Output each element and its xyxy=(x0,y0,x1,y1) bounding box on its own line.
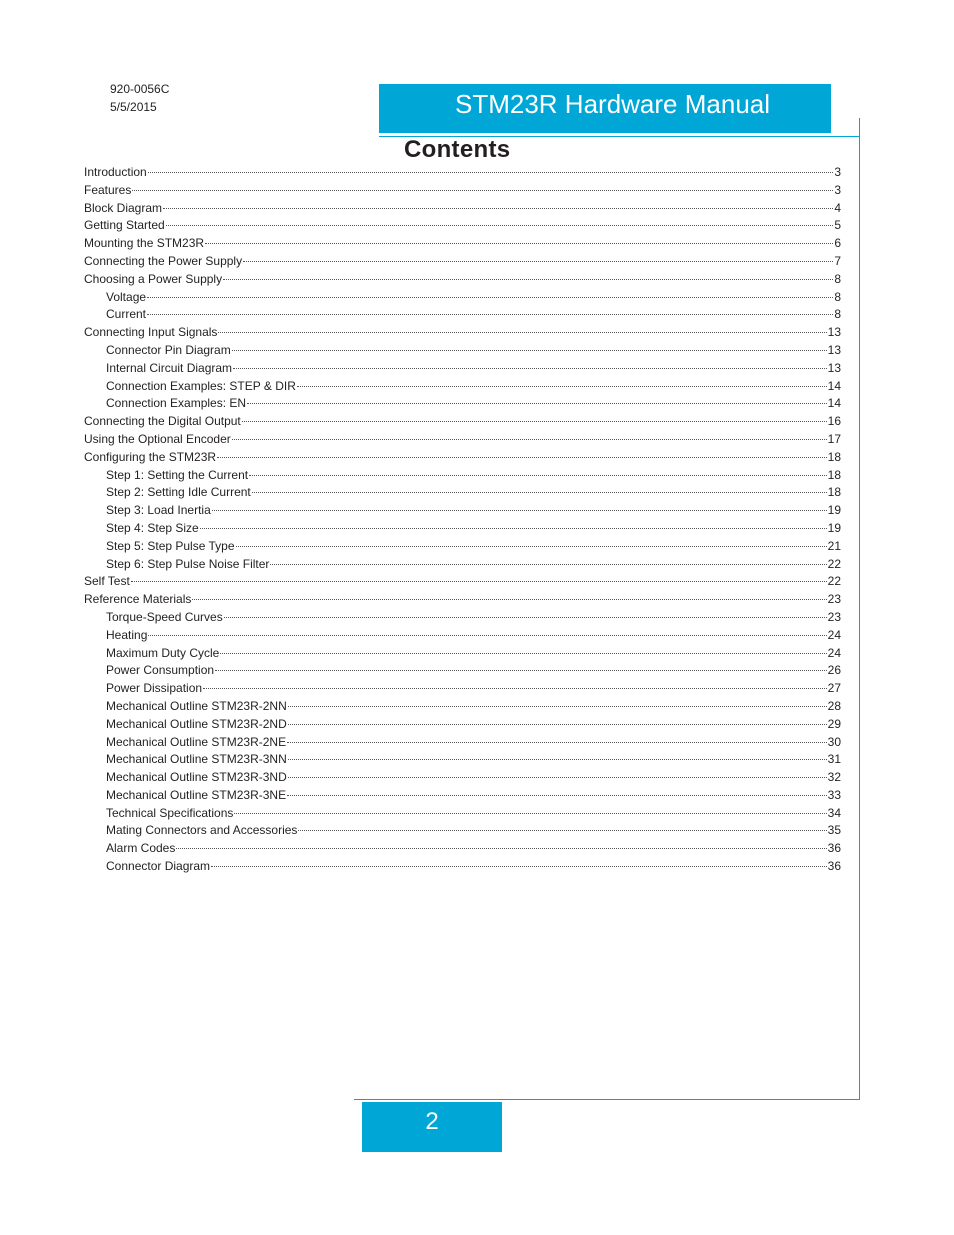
toc-entry-page: 21 xyxy=(827,538,841,553)
toc-dot-leader xyxy=(223,279,833,280)
toc-dot-leader xyxy=(148,635,826,636)
toc-entry-title: Voltage xyxy=(106,289,147,304)
toc-entry-page: 23 xyxy=(827,609,841,624)
toc-entry-page: 8 xyxy=(834,307,841,322)
toc-dot-leader xyxy=(249,475,827,476)
toc-entry-page: 32 xyxy=(827,770,841,785)
toc-entry[interactable] xyxy=(84,378,841,396)
toc-dot-leader xyxy=(233,368,827,369)
toc-dot-leader xyxy=(215,670,827,671)
toc-entry[interactable] xyxy=(84,182,841,200)
toc-entry-page: 30 xyxy=(827,734,841,749)
toc-dot-leader xyxy=(243,261,833,262)
toc-entry-page: 3 xyxy=(834,165,841,179)
page-number-box xyxy=(362,1102,502,1152)
toc-entry[interactable] xyxy=(84,413,841,431)
toc-entry-page: 8 xyxy=(834,271,841,286)
document-date: 5/5/2015 xyxy=(110,100,157,114)
toc-entry-page: 23 xyxy=(827,592,841,607)
toc-entry-title: Using the Optional Encoder xyxy=(84,431,231,446)
table-of-contents xyxy=(84,164,841,876)
toc-entry-title: Torque-Speed Curves xyxy=(106,609,223,624)
toc-entry-title: Step 3: Load Inertia xyxy=(106,503,211,518)
toc-entry[interactable] xyxy=(84,805,841,823)
toc-entry-page: 13 xyxy=(827,342,841,357)
page-side-rule xyxy=(859,118,860,1100)
toc-entry[interactable] xyxy=(84,395,841,413)
toc-entry[interactable] xyxy=(84,787,841,805)
toc-dot-leader xyxy=(224,617,827,618)
toc-entry-page: 13 xyxy=(827,325,841,340)
toc-entry-page: 22 xyxy=(827,556,841,571)
toc-entry-page: 16 xyxy=(827,414,841,429)
toc-entry-title: Reference Materials xyxy=(84,592,192,607)
toc-entry[interactable] xyxy=(84,556,841,574)
toc-entry[interactable] xyxy=(84,538,841,556)
toc-entry[interactable] xyxy=(84,217,841,235)
toc-dot-leader xyxy=(232,439,827,440)
toc-entry-title: Technical Specifications xyxy=(106,805,234,820)
toc-dot-leader xyxy=(288,706,827,707)
toc-entry-title: Getting Started xyxy=(84,218,165,233)
toc-entry-page: 14 xyxy=(827,378,841,393)
toc-dot-leader xyxy=(287,742,827,743)
toc-dot-leader xyxy=(212,510,827,511)
toc-entry-title: Configuring the STM23R xyxy=(84,449,217,464)
toc-entry-page: 8 xyxy=(834,289,841,304)
toc-entry-page: 34 xyxy=(827,805,841,820)
toc-entry[interactable] xyxy=(84,573,841,591)
toc-entry[interactable] xyxy=(84,360,841,378)
toc-dot-leader xyxy=(270,564,826,565)
toc-entry-page: 29 xyxy=(827,716,841,731)
toc-dot-leader xyxy=(220,653,826,654)
toc-entry[interactable] xyxy=(84,662,841,680)
toc-entry-page: 36 xyxy=(827,841,841,856)
toc-entry-title: Alarm Codes xyxy=(106,841,176,856)
toc-entry-title: Connecting the Digital Output xyxy=(84,414,241,429)
toc-entry[interactable] xyxy=(84,449,841,467)
toc-entry-page: 14 xyxy=(827,396,841,411)
toc-entry-page: 36 xyxy=(827,859,841,874)
toc-entry-title: Mechanical Outline STM23R-2ND xyxy=(106,716,287,731)
toc-entry-title: Mechanical Outline STM23R-3NN xyxy=(106,752,287,767)
toc-dot-leader xyxy=(298,830,826,831)
page-number: 2 xyxy=(425,1108,439,1135)
toc-entry-title: Mechanical Outline STM23R-2NE xyxy=(106,734,287,749)
manual-title: STM23R Hardware Manual xyxy=(455,89,771,119)
toc-entry-title: Introduction xyxy=(84,165,147,179)
toc-dot-leader xyxy=(288,759,827,760)
toc-entry-title: Block Diagram xyxy=(84,200,163,215)
footer-rule xyxy=(354,1099,860,1100)
toc-dot-leader xyxy=(166,225,834,226)
toc-entry-title: Features xyxy=(84,182,132,197)
toc-entry[interactable] xyxy=(84,324,841,342)
toc-entry[interactable] xyxy=(84,467,841,485)
toc-entry-page: 24 xyxy=(827,645,841,660)
toc-entry[interactable] xyxy=(84,751,841,769)
toc-dot-leader xyxy=(247,403,827,404)
toc-entry[interactable] xyxy=(84,520,841,538)
toc-dot-leader xyxy=(147,314,833,315)
toc-entry-title: Maximum Duty Cycle xyxy=(106,645,220,660)
toc-entry[interactable] xyxy=(84,200,841,218)
toc-entry[interactable] xyxy=(84,698,841,716)
toc-dot-leader xyxy=(287,795,827,796)
toc-entry-title: Connection Examples: STEP & DIR xyxy=(106,378,296,393)
toc-dot-leader xyxy=(176,848,826,849)
toc-entry[interactable] xyxy=(84,822,841,840)
toc-entry-title: Self Test xyxy=(84,574,130,589)
toc-entry-page: 5 xyxy=(834,218,841,233)
toc-entry-title: Step 2: Setting Idle Current xyxy=(106,485,251,500)
toc-entry-title: Mechanical Outline STM23R-3NE xyxy=(106,787,287,802)
toc-entry-page: 6 xyxy=(834,236,841,251)
toc-entry-page: 26 xyxy=(827,663,841,678)
toc-entry-title: Mechanical Outline STM23R-3ND xyxy=(106,770,287,785)
toc-dot-leader xyxy=(234,813,826,814)
toc-entry-page: 33 xyxy=(827,787,841,802)
toc-dot-leader xyxy=(148,172,834,173)
toc-entry-title: Step 1: Setting the Current xyxy=(106,467,249,482)
toc-dot-leader xyxy=(242,421,827,422)
toc-entry-title: Step 5: Step Pulse Type xyxy=(106,538,235,553)
toc-dot-leader xyxy=(203,688,827,689)
toc-entry-title: Connecting Input Signals xyxy=(84,325,218,340)
toc-dot-leader xyxy=(163,208,833,209)
toc-entry-title: Connector Pin Diagram xyxy=(106,342,231,357)
document-number: 920-0056C xyxy=(110,82,170,96)
toc-entry[interactable] xyxy=(84,769,841,787)
toc-entry-page: 3 xyxy=(834,182,841,197)
toc-entry-page: 24 xyxy=(827,627,841,642)
toc-dot-leader xyxy=(200,528,827,529)
toc-dot-leader xyxy=(218,332,826,333)
toc-entry[interactable] xyxy=(84,342,841,360)
toc-entry[interactable] xyxy=(84,271,841,289)
manual-title-banner xyxy=(379,84,831,133)
toc-entry[interactable] xyxy=(84,716,841,734)
toc-entry-title: Step 4: Step Size xyxy=(106,520,199,535)
toc-entry[interactable] xyxy=(84,680,841,698)
toc-entry-page: 4 xyxy=(834,200,841,215)
toc-entry-page: 18 xyxy=(827,485,841,500)
toc-entry-title: Connection Examples: EN xyxy=(106,396,247,411)
toc-dot-leader xyxy=(192,599,826,600)
toc-dot-leader xyxy=(236,546,827,547)
toc-dot-leader xyxy=(288,724,827,725)
toc-entry-page: 27 xyxy=(827,681,841,696)
contents-heading: Contents xyxy=(404,136,511,163)
toc-dot-leader xyxy=(252,492,827,493)
toc-entry-page: 22 xyxy=(827,574,841,589)
toc-entry-page: 17 xyxy=(827,431,841,446)
toc-entry[interactable] xyxy=(84,645,841,663)
toc-entry-page: 18 xyxy=(827,467,841,482)
toc-dot-leader xyxy=(288,777,827,778)
toc-entry-page: 28 xyxy=(827,698,841,713)
toc-entry[interactable] xyxy=(84,289,841,307)
toc-entry[interactable] xyxy=(84,164,841,182)
toc-dot-leader xyxy=(211,866,827,867)
toc-entry[interactable] xyxy=(84,502,841,520)
toc-entry[interactable] xyxy=(84,627,841,645)
toc-entry-title: Power Consumption xyxy=(106,663,215,678)
toc-dot-leader xyxy=(297,386,827,387)
toc-entry[interactable] xyxy=(84,253,841,271)
toc-dot-leader xyxy=(131,581,827,582)
toc-entry-title: Mounting the STM23R xyxy=(84,236,205,251)
toc-dot-leader xyxy=(217,457,827,458)
toc-entry[interactable] xyxy=(84,858,841,876)
toc-dot-leader xyxy=(132,190,833,191)
toc-entry-title: Heating xyxy=(106,627,148,642)
toc-entry-title: Connecting the Power Supply xyxy=(84,253,243,268)
toc-entry[interactable] xyxy=(84,484,841,502)
toc-entry-title: Connector Diagram xyxy=(106,859,211,874)
toc-entry-page: 35 xyxy=(827,823,841,838)
toc-entry-title: Power Dissipation xyxy=(106,681,203,696)
toc-entry-title: Choosing a Power Supply xyxy=(84,271,223,286)
toc-entry-page: 18 xyxy=(827,449,841,464)
toc-entry-title: Mechanical Outline STM23R-2NN xyxy=(106,698,287,713)
toc-entry[interactable] xyxy=(84,734,841,752)
toc-entry[interactable] xyxy=(84,306,841,324)
toc-entry-page: 7 xyxy=(834,253,841,268)
toc-entry-page: 31 xyxy=(827,752,841,767)
toc-entry-title: Internal Circuit Diagram xyxy=(106,360,233,375)
toc-entry-page: 19 xyxy=(827,503,841,518)
toc-entry[interactable] xyxy=(84,840,841,858)
toc-entry[interactable] xyxy=(84,235,841,253)
toc-entry-title: Step 6: Step Pulse Noise Filter xyxy=(106,556,270,571)
toc-dot-leader xyxy=(232,350,827,351)
toc-dot-leader xyxy=(147,297,833,298)
toc-entry[interactable] xyxy=(84,609,841,627)
toc-entry[interactable] xyxy=(84,431,841,449)
toc-entry-title: Current xyxy=(106,307,147,322)
toc-entry-page: 19 xyxy=(827,520,841,535)
toc-entry-title: Mating Connectors and Accessories xyxy=(106,823,298,838)
toc-entry[interactable] xyxy=(84,591,841,609)
toc-entry-page: 13 xyxy=(827,360,841,375)
toc-dot-leader xyxy=(205,243,833,244)
